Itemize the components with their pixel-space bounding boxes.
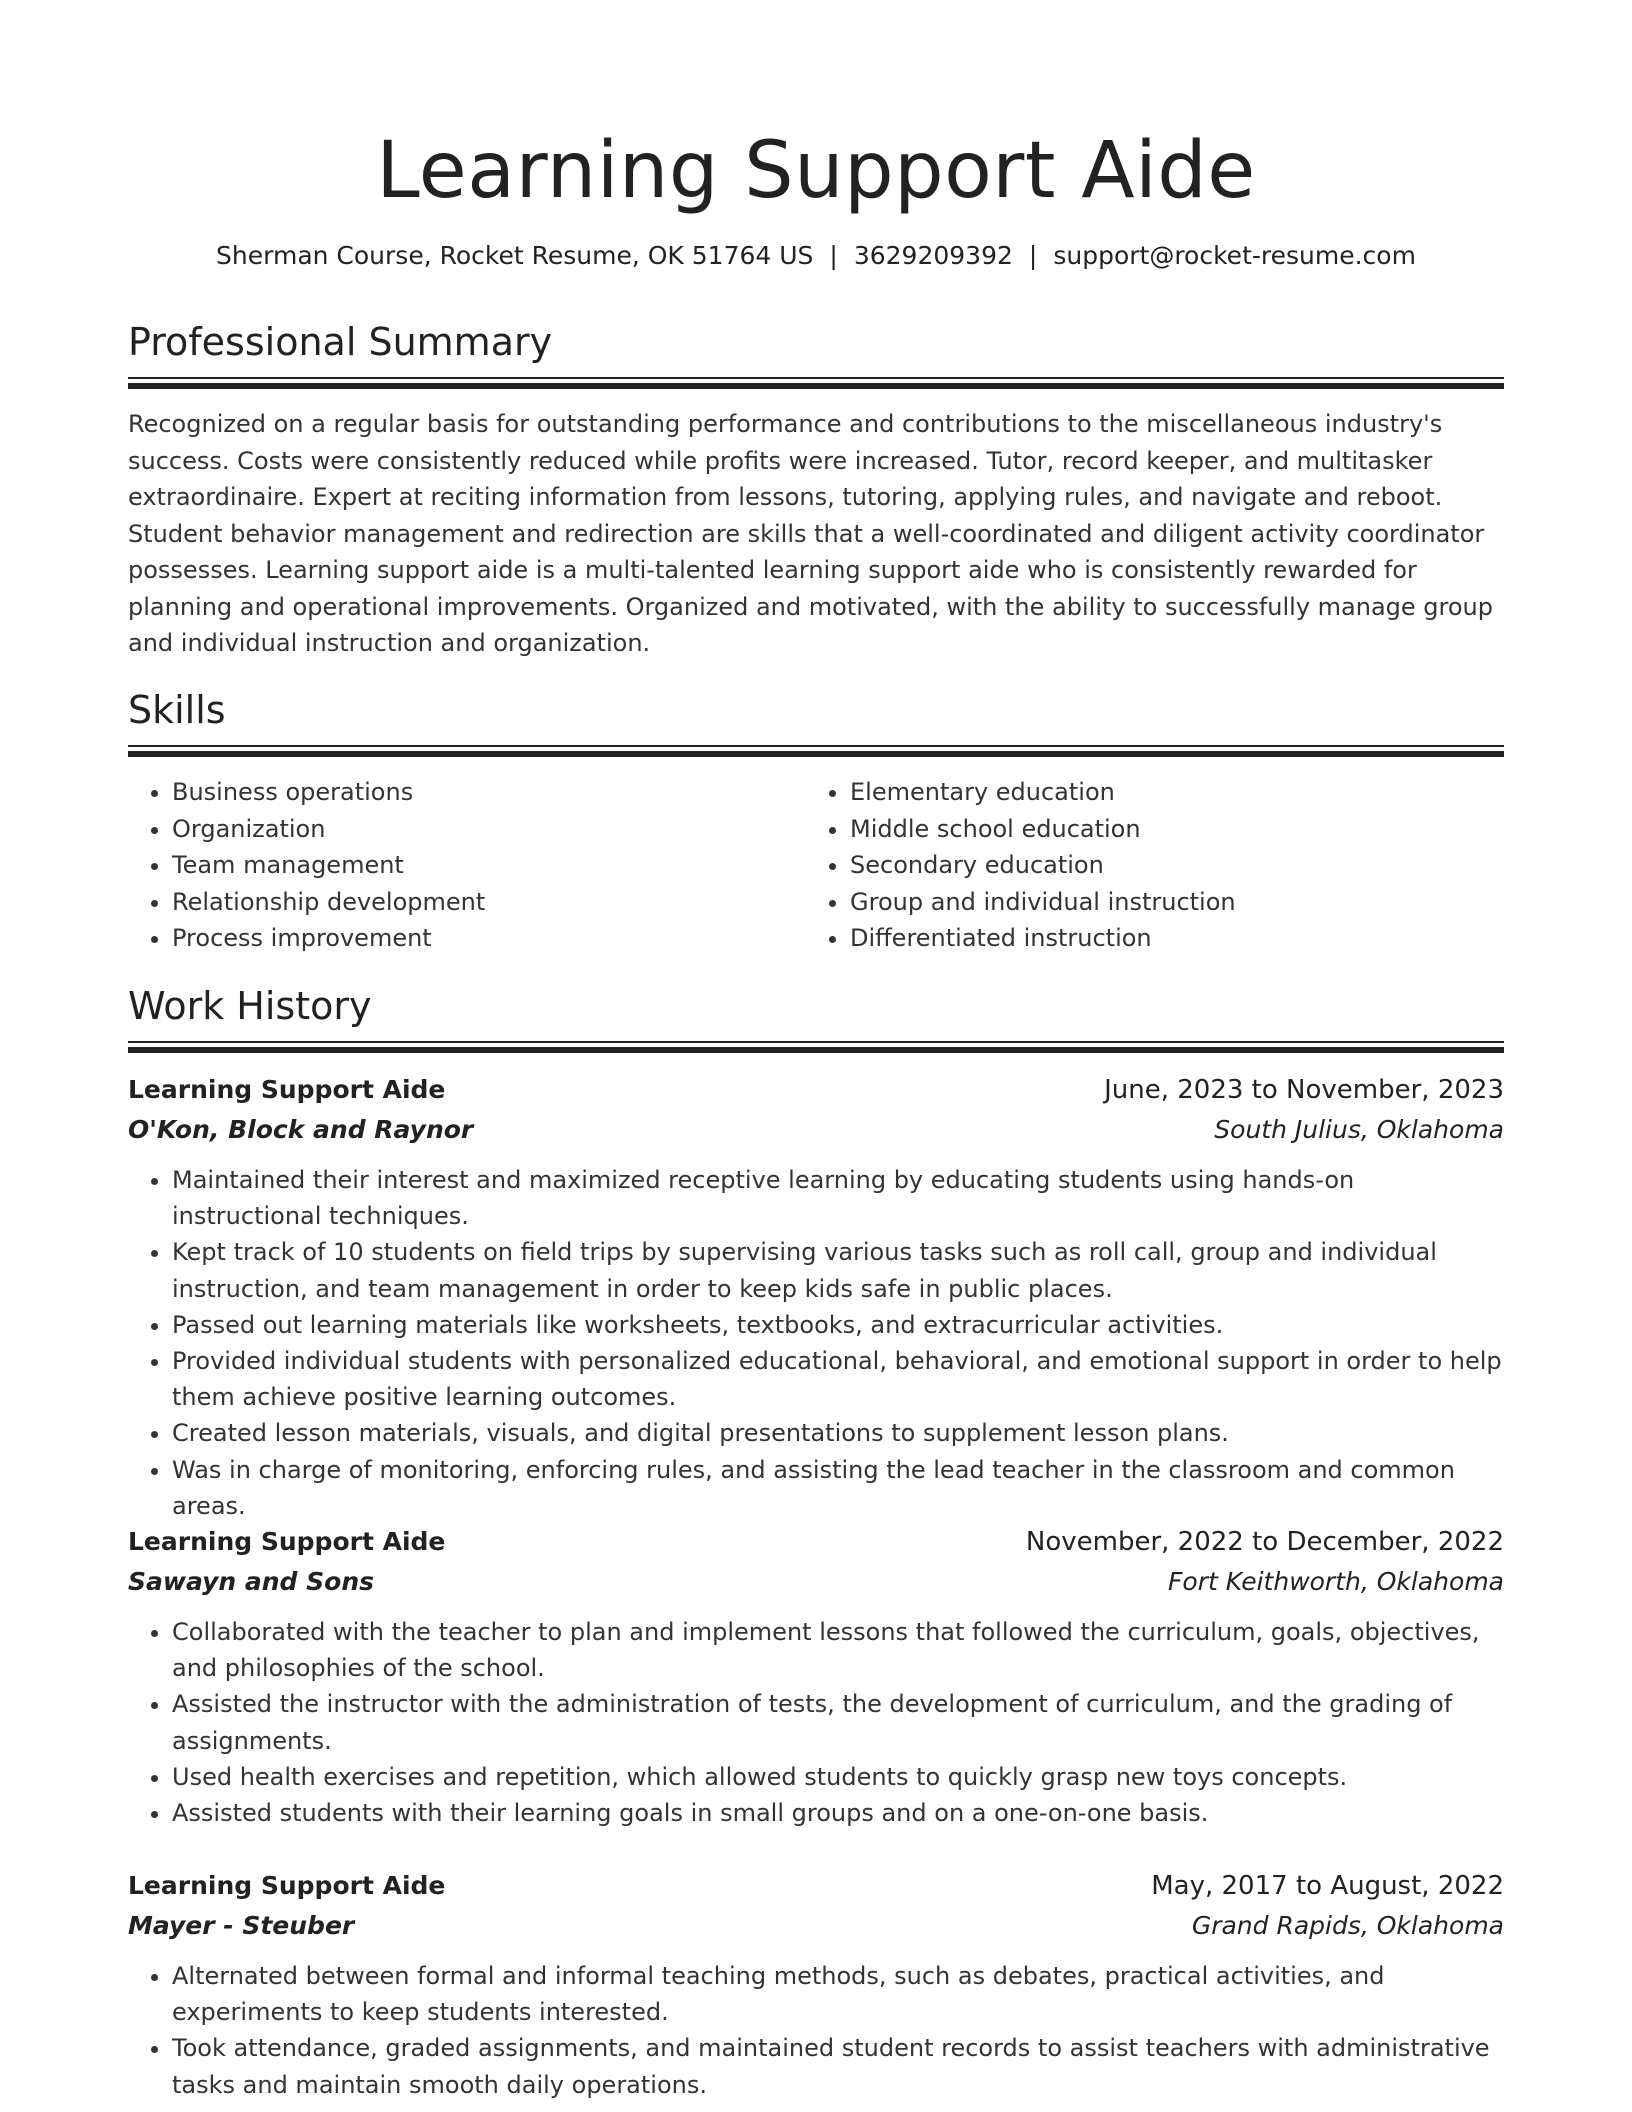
- address: Sherman Course, Rocket Resume, OK 51764 US: [216, 241, 814, 270]
- section-divider: [128, 1041, 1504, 1053]
- job-bullet: • Assisted students with their learning goals in small groups and on a one-on-one basis.: [172, 1795, 1504, 1831]
- skills-column-left: [128, 774, 808, 957]
- job-bullets: [128, 1162, 1504, 1524]
- skill-item: • Relationship development: [172, 884, 808, 921]
- job-title: Learning Support Aide: [128, 1527, 446, 1556]
- job-bullet: • Was in charge of monitoring, enforcing rules, and assisting the lead teacher in the classroom and common areas.: [172, 1452, 1504, 1524]
- job-entry: [128, 1070, 1504, 1524]
- job-bullet: • Assisted the instructor with the administration of tests, the development of curriculum, and the grading of assignments.: [172, 1686, 1504, 1758]
- job-bullet: • Passed out learning materials like worksheets, textbooks, and extracurricular activities.: [172, 1307, 1504, 1343]
- job-entry: [128, 1866, 1504, 2103]
- skill-item: • Business operations: [172, 774, 808, 811]
- separator: |: [829, 241, 838, 270]
- email: support@rocket-resume.com: [1053, 241, 1416, 270]
- job-bullet: • Created lesson materials, visuals, and digital presentations to supplement lesson plans.: [172, 1415, 1504, 1451]
- job-bullet: • Took attendance, graded assignments, and maintained student records to assist teachers with administrative tasks and maintain smooth daily operations.: [172, 2030, 1504, 2102]
- company-name: Mayer - Steuber: [128, 1911, 355, 1940]
- job-dates: May, 2017 to August, 2022: [1151, 1871, 1504, 1901]
- skill-item: • Middle school education: [850, 811, 1486, 848]
- job-dates: November, 2022 to December, 2022: [1025, 1527, 1504, 1557]
- skill-item: • Secondary education: [850, 847, 1486, 884]
- summary-text: Recognized on a regular basis for outstanding performance and contributions to the miscellaneous industry's success. Costs were consistently reduced while profits were increased. Tutor, record keeper, and multitasker extraordinaire. Expert at reciting information from lessons, tutoring, applying rules, and navigate and reboot. Student behavior management and redirection are skills that a well-coordinated and diligent activity coordinator possesses. Learning support aide is a multi-talented learning support aide who is consistently rewarded for planning and operational improvements. Organized and motivated, with the ability to successfully manage group and individual instruction and organization.: [128, 410, 1493, 657]
- job-title: Learning Support Aide: [128, 1871, 446, 1900]
- contact-line: [128, 236, 1504, 276]
- job-title: Learning Support Aide: [128, 1075, 446, 1104]
- skill-item: • Group and individual instruction: [850, 884, 1486, 921]
- job-location: South Julius, Oklahoma: [1214, 1115, 1504, 1144]
- job-dates: June, 2023 to November, 2023: [1104, 1075, 1504, 1105]
- separator: |: [1028, 241, 1038, 270]
- section-title-work-history: Work History: [128, 984, 372, 1028]
- candidate-name: Learning Support Aide: [376, 126, 1256, 216]
- skill-item: • Differentiated instruction: [850, 920, 1486, 957]
- company-name: O'Kon, Block and Raynor: [128, 1115, 474, 1144]
- job-bullets: [128, 1958, 1504, 2103]
- skill-item: • Organization: [172, 811, 808, 848]
- job-bullet: • Collaborated with the teacher to plan and implement lessons that followed the curriculum, goals, objectives, and philosophies of the school.: [172, 1614, 1504, 1686]
- skill-item: • Elementary education: [850, 774, 1486, 811]
- skill-item: • Process improvement: [172, 920, 808, 957]
- skill-item: • Team management: [172, 847, 808, 884]
- job-location: Fort Keithworth, Oklahoma: [1168, 1567, 1504, 1596]
- job-bullet: • Kept track of 10 students on field trips by supervising various tasks such as roll call, group and individual instruction, and team management in order to keep kids safe in public places.: [172, 1234, 1504, 1306]
- job-bullets: [128, 1614, 1504, 1831]
- section-divider: [128, 745, 1504, 757]
- job-bullet: • Provided individual students with personalized educational, behavioral, and emotional support in order to help them achieve positive learning outcomes.: [172, 1343, 1504, 1415]
- skills-column-right: [806, 774, 1486, 957]
- job-bullet: • Alternated between formal and informal teaching methods, such as debates, practical activities, and experiments to keep students interested.: [172, 1958, 1504, 2030]
- section-title-skills: Skills: [128, 688, 226, 732]
- phone: 3629209392: [853, 241, 1013, 270]
- section-title-summary: Professional Summary: [128, 320, 553, 364]
- job-location: Grand Rapids, Oklahoma: [1191, 1911, 1504, 1940]
- job-entry: [128, 1522, 1504, 1831]
- job-bullet: • Maintained their interest and maximized receptive learning by educating students using hands-on instructional techniques.: [172, 1162, 1504, 1234]
- job-bullet: • Used health exercises and repetition, which allowed students to quickly grasp new toys concepts.: [172, 1759, 1504, 1795]
- section-divider: [128, 377, 1504, 389]
- company-name: Sawayn and Sons: [128, 1567, 374, 1596]
